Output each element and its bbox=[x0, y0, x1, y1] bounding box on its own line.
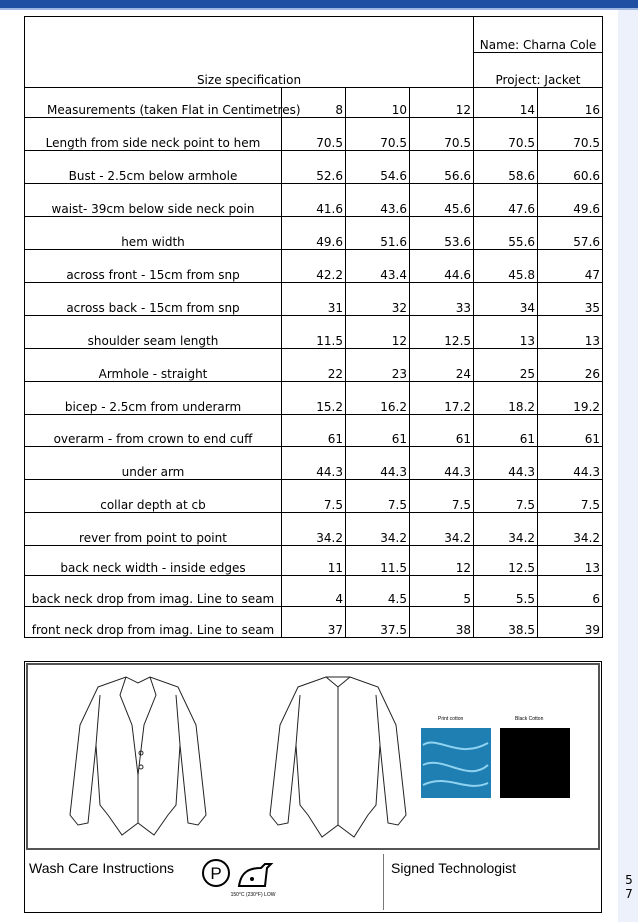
measurement-value: 13 bbox=[538, 546, 603, 576]
measurement-value: 15.2 bbox=[282, 382, 346, 415]
measurement-value: 11.5 bbox=[346, 546, 410, 576]
measurement-value: 44.3 bbox=[538, 447, 603, 480]
measurement-value: 61 bbox=[346, 415, 410, 447]
measurement-value: 12 bbox=[410, 546, 474, 576]
wash-care-label: Wash Care Instructions bbox=[29, 860, 174, 876]
iron-low-icon bbox=[230, 860, 276, 906]
measurement-value: 57.6 bbox=[538, 217, 603, 250]
measurement-label: waist- 39cm below side neck poin bbox=[25, 184, 282, 217]
sketch-frame bbox=[26, 663, 600, 850]
measurement-label: rever from point to point bbox=[25, 513, 282, 546]
page-number: 5 7 bbox=[625, 873, 633, 901]
measurement-label: under arm bbox=[25, 447, 282, 480]
measurement-value: 56.6 bbox=[410, 151, 474, 184]
measurement-value: 60.6 bbox=[538, 151, 603, 184]
measurement-value: 32 bbox=[346, 283, 410, 316]
measurement-value: 44.3 bbox=[346, 447, 410, 480]
measurement-value: 4.5 bbox=[346, 576, 410, 607]
project-name: Project: Jacket bbox=[495, 73, 581, 87]
measurement-value: 61 bbox=[474, 415, 538, 447]
project-cell bbox=[474, 53, 603, 88]
measurement-value: 58.6 bbox=[474, 151, 538, 184]
jacket-back-sketch bbox=[270, 677, 406, 837]
measurement-value: 16.2 bbox=[346, 382, 410, 415]
measurement-value: 44.6 bbox=[410, 250, 474, 283]
measurement-value: 4 bbox=[282, 576, 346, 607]
measurement-row bbox=[25, 118, 603, 151]
jacket-front-sketch bbox=[70, 677, 206, 835]
measurement-value: 26 bbox=[538, 349, 603, 382]
measurement-value: 38.5 bbox=[474, 607, 538, 638]
measurement-value: 6 bbox=[538, 576, 603, 607]
measurement-value: 34.2 bbox=[474, 513, 538, 546]
measurement-value: 54.6 bbox=[346, 151, 410, 184]
measurement-row bbox=[25, 546, 603, 576]
measurement-label: back neck width - inside edges bbox=[25, 546, 282, 576]
measurement-label: Length from side neck point to hem bbox=[25, 118, 282, 151]
measurement-label: shoulder seam length bbox=[25, 316, 282, 349]
measurement-value: 44.3 bbox=[282, 447, 346, 480]
measurement-value: 70.5 bbox=[282, 118, 346, 151]
measurement-row bbox=[25, 447, 603, 480]
measurement-row bbox=[25, 349, 603, 382]
footer-divider bbox=[383, 854, 384, 910]
measurement-label: collar depth at cb bbox=[25, 480, 282, 513]
measurement-label: front neck drop from imag. Line to seam bbox=[25, 607, 282, 638]
measurement-value: 39 bbox=[538, 607, 603, 638]
dry-clean-icon bbox=[201, 858, 231, 888]
size-header: 14 bbox=[474, 88, 538, 118]
dry-clean-symbol: P bbox=[210, 864, 222, 883]
measurement-value: 43.4 bbox=[346, 250, 410, 283]
top-accent-line bbox=[0, 8, 638, 10]
measurement-value: 70.5 bbox=[474, 118, 538, 151]
measurement-value: 34 bbox=[474, 283, 538, 316]
measurement-value: 12 bbox=[346, 316, 410, 349]
measurement-value: 17.2 bbox=[410, 382, 474, 415]
measurement-value: 35 bbox=[538, 283, 603, 316]
measurement-value: 12.5 bbox=[474, 546, 538, 576]
measurement-row bbox=[25, 607, 603, 638]
measurement-value: 42.2 bbox=[282, 250, 346, 283]
measurement-value: 49.6 bbox=[282, 217, 346, 250]
measurement-value: 7.5 bbox=[346, 480, 410, 513]
measurement-row bbox=[25, 151, 603, 184]
measurement-value: 61 bbox=[410, 415, 474, 447]
measurement-value: 61 bbox=[538, 415, 603, 447]
measurement-value: 18.2 bbox=[474, 382, 538, 415]
print-swatch-label: Print cotton bbox=[438, 716, 464, 722]
measurement-value: 5 bbox=[410, 576, 474, 607]
measurement-value: 70.5 bbox=[346, 118, 410, 151]
measurement-value: 13 bbox=[474, 316, 538, 349]
measurement-value: 12.5 bbox=[410, 316, 474, 349]
measurement-value: 33 bbox=[410, 283, 474, 316]
measurement-row bbox=[25, 513, 603, 546]
measurement-row bbox=[25, 250, 603, 283]
measurement-value: 45.6 bbox=[410, 184, 474, 217]
measurement-label: back neck drop from imag. Line to seam bbox=[25, 576, 282, 607]
measurement-row bbox=[25, 316, 603, 349]
size-header: 12 bbox=[410, 88, 474, 118]
measurement-value: 45.8 bbox=[474, 250, 538, 283]
right-margin-band bbox=[618, 10, 638, 922]
measurement-label: across back - 15cm from snp bbox=[25, 283, 282, 316]
measurement-value: 55.6 bbox=[474, 217, 538, 250]
designer-name: Name: Charna Cole bbox=[479, 38, 597, 52]
measurement-value: 70.5 bbox=[538, 118, 603, 151]
black-cotton-swatch bbox=[500, 728, 570, 798]
measurement-value: 11 bbox=[282, 546, 346, 576]
size-spec-title-cell bbox=[25, 17, 474, 88]
measurement-value: 34.2 bbox=[346, 513, 410, 546]
measurement-value: 47.6 bbox=[474, 184, 538, 217]
measurement-value: 44.3 bbox=[474, 447, 538, 480]
measurement-value: 47 bbox=[538, 250, 603, 283]
measurement-value: 19.2 bbox=[538, 382, 603, 415]
measurement-label: bicep - 2.5cm from underarm bbox=[25, 382, 282, 415]
iron-temp-text: 150°C (230°F) LOW bbox=[230, 892, 276, 898]
measurement-row bbox=[25, 283, 603, 316]
measurement-row bbox=[25, 217, 603, 250]
measurement-row bbox=[25, 480, 603, 513]
measurement-value: 23 bbox=[346, 349, 410, 382]
measurement-row bbox=[25, 576, 603, 607]
top-accent-bar bbox=[0, 0, 638, 8]
measurement-header: Measurements (taken Flat in Centimetres) bbox=[25, 88, 282, 118]
measurement-value: 24 bbox=[410, 349, 474, 382]
measurement-value: 11.5 bbox=[282, 316, 346, 349]
measurement-value: 49.6 bbox=[538, 184, 603, 217]
measurement-value: 25 bbox=[474, 349, 538, 382]
measurement-value: 70.5 bbox=[410, 118, 474, 151]
measurement-value: 5.5 bbox=[474, 576, 538, 607]
measurement-row bbox=[25, 415, 603, 447]
measurement-value: 34.2 bbox=[538, 513, 603, 546]
measurement-label: Bust - 2.5cm below armhole bbox=[25, 151, 282, 184]
size-spec-title: Size specification bbox=[196, 73, 302, 87]
jacket-flats bbox=[28, 665, 598, 848]
size-header: 8 bbox=[282, 88, 346, 118]
measurement-row bbox=[25, 382, 603, 415]
measurement-value: 7.5 bbox=[410, 480, 474, 513]
design-sketch-panel bbox=[24, 661, 602, 913]
measurement-row bbox=[25, 184, 603, 217]
wash-care-row bbox=[25, 854, 601, 912]
measurement-value: 52.6 bbox=[282, 151, 346, 184]
measurement-value: 43.6 bbox=[346, 184, 410, 217]
measurement-label: hem width bbox=[25, 217, 282, 250]
measurement-value: 38 bbox=[410, 607, 474, 638]
measurement-value: 31 bbox=[282, 283, 346, 316]
measurement-label: Armhole - straight bbox=[25, 349, 282, 382]
measurement-value: 61 bbox=[282, 415, 346, 447]
measurement-value: 7.5 bbox=[474, 480, 538, 513]
name-cell bbox=[474, 17, 603, 53]
measurement-value: 51.6 bbox=[346, 217, 410, 250]
measurement-value: 44.3 bbox=[410, 447, 474, 480]
measurement-value: 34.2 bbox=[410, 513, 474, 546]
signed-technologist-label: Signed Technologist bbox=[391, 860, 517, 876]
measurement-label: overarm - from crown to end cuff bbox=[25, 415, 282, 447]
measurement-value: 7.5 bbox=[282, 480, 346, 513]
measurement-value: 34.2 bbox=[282, 513, 346, 546]
size-header: 16 bbox=[538, 88, 603, 118]
black-swatch-label: Black Cotton bbox=[515, 716, 544, 722]
size-header-row bbox=[25, 88, 603, 118]
size-header: 10 bbox=[346, 88, 410, 118]
measurement-value: 53.6 bbox=[410, 217, 474, 250]
measurement-label: across front - 15cm from snp bbox=[25, 250, 282, 283]
measurement-value: 13 bbox=[538, 316, 603, 349]
measurement-value: 7.5 bbox=[538, 480, 603, 513]
measurement-value: 37.5 bbox=[346, 607, 410, 638]
measurement-value: 37 bbox=[282, 607, 346, 638]
measurement-value: 22 bbox=[282, 349, 346, 382]
measurement-value: 41.6 bbox=[282, 184, 346, 217]
size-spec-table bbox=[24, 16, 603, 638]
